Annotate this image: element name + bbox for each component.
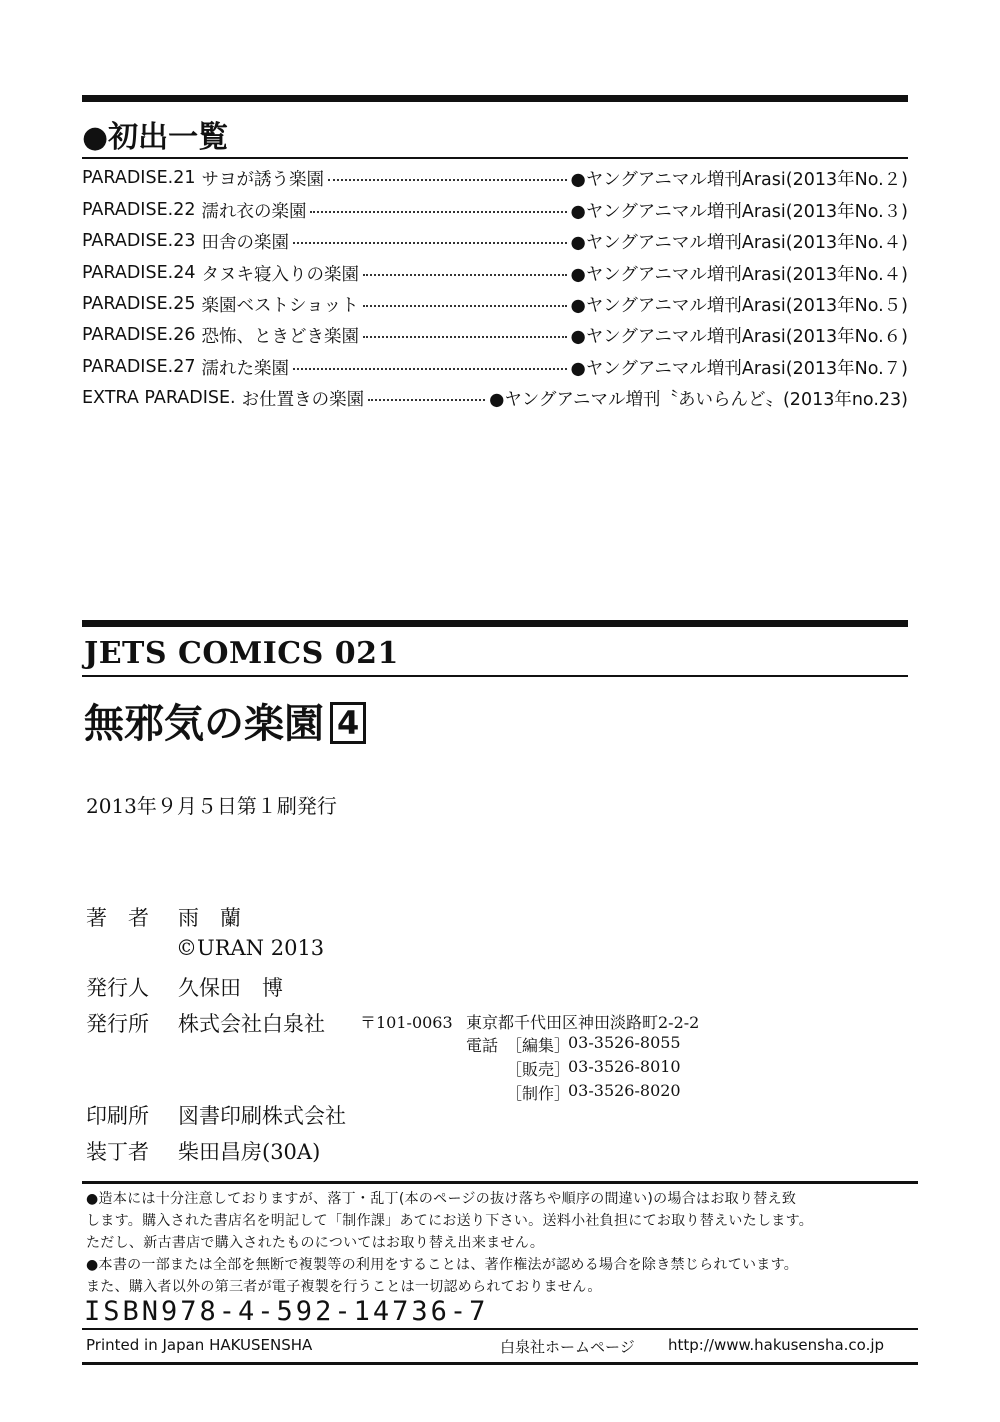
printed-in: Printed in Japan HAKUSENSHA <box>86 1336 313 1354</box>
chapter-number: PARADISE.24 <box>82 263 196 283</box>
chapter-number: PARADISE.27 <box>82 357 196 377</box>
phone-dept-production: ［制作］ <box>506 1084 571 1103</box>
publisher-person: 久保田 博 <box>178 976 283 1000</box>
publisher-person-label: 発行人 <box>86 976 149 1000</box>
chapter-title: 楽園ベストショット <box>201 295 359 316</box>
phone-dept-sales: ［販売］ <box>506 1060 571 1079</box>
isbn-rule <box>82 1328 918 1330</box>
chapter-title: サヨが誘う楽園 <box>201 169 324 190</box>
notice-line: ●本書の一部または全部を無断で複製等の利用をすることは、著作権法が認める場合を除き禁じられています。 <box>86 1257 799 1273</box>
leader-dots <box>293 368 567 370</box>
chapter-number: PARADISE.22 <box>82 200 196 220</box>
phone-number-editorial: 03-3526-8055 <box>568 1033 681 1052</box>
publisher-name: 株式会社白泉社 <box>178 1012 325 1036</box>
chapter-source: ●ヤングアニマル増刊Arasi(2013年No.２) <box>570 169 908 190</box>
leader-dots <box>363 274 567 276</box>
chapter-source: ●ヤングアニマル増刊Arasi(2013年No.４) <box>570 264 908 285</box>
chapter-source: ●ヤングアニマル増刊Arasi(2013年No.６) <box>570 326 908 347</box>
title-underline <box>82 157 908 159</box>
printer-name: 図書印刷株式会社 <box>178 1104 346 1128</box>
chapter-source: ●ヤングアニマル増刊Arasi(2013年No.５) <box>570 295 908 316</box>
book-title: 無邪気の楽園 <box>84 701 324 747</box>
chapter-title: タヌキ寝入りの楽園 <box>201 264 359 285</box>
author-name: 雨 蘭 <box>178 906 241 930</box>
list-item <box>82 226 908 256</box>
designer-name: 柴田昌房(30A) <box>178 1140 321 1164</box>
chapter-source: ●ヤングアニマル増刊Arasi(2013年No.７) <box>570 358 908 379</box>
leader-dots <box>293 242 567 244</box>
chapter-title: 恐怖、ときどき楽園 <box>201 326 359 347</box>
chapter-number: PARADISE.21 <box>82 168 196 188</box>
mid-rule <box>82 620 908 627</box>
printer-label: 印刷所 <box>86 1104 149 1128</box>
volume-number: 4 <box>330 702 366 744</box>
publisher-label: 発行所 <box>86 1012 149 1036</box>
publish-date: 2013年９月５日第１刷発行 <box>86 794 337 818</box>
chapter-title: お仕置きの楽園 <box>241 389 365 410</box>
series-name: JETS COMICS 021 <box>84 636 399 671</box>
leader-dots <box>310 211 566 213</box>
notice-line: します。購入された書店名を明記して「制作課」あてにお送り下さい。送料小社負担にてお取り替えいたします。 <box>86 1213 814 1229</box>
isbn: ISBN978-4-592-14736-7 <box>84 1296 489 1327</box>
homepage-url[interactable]: http://www.hakusensha.co.jp <box>668 1336 885 1354</box>
notice-line: また、購入者以外の第三者が電子複製を行うことは一切認められておりません。 <box>86 1279 602 1295</box>
list-item <box>82 383 908 413</box>
book-title-block <box>84 692 366 749</box>
chapter-title: 濡れた楽園 <box>201 358 289 379</box>
notice-line: ●造本には十分注意しておりますが、落丁・乱丁(本のページの抜け落ちや順序の間違い)の場合はお取り替え致 <box>86 1191 797 1207</box>
chapter-source: ●ヤングアニマル増刊Arasi(2013年No.３) <box>570 201 908 222</box>
first-appearance-title: ●初出一覧 <box>82 120 229 155</box>
chapter-title: 濡れ衣の楽園 <box>201 201 307 222</box>
phone-number-sales: 03-3526-8010 <box>568 1057 681 1076</box>
phone-label: 電話 <box>466 1036 499 1055</box>
chapter-source: ●ヤングアニマル増刊〝あいらんど〟(2013年no.23) <box>489 389 908 410</box>
list-item <box>82 352 908 382</box>
series-underline <box>82 675 908 677</box>
list-item <box>82 289 908 319</box>
leader-dots <box>368 399 485 401</box>
leader-dots <box>328 179 567 181</box>
chapter-number: PARADISE.26 <box>82 325 196 345</box>
leader-dots <box>363 336 567 338</box>
phone-dept-editorial: ［編集］ <box>506 1036 571 1055</box>
designer-label: 装丁者 <box>86 1140 149 1164</box>
chapter-number: PARADISE.23 <box>82 231 196 251</box>
homepage-label: 白泉社ホームページ <box>500 1338 635 1356</box>
notice-rule <box>82 1181 918 1184</box>
chapter-number: EXTRA PARADISE. <box>82 388 236 408</box>
list-item <box>82 258 908 288</box>
leader-dots <box>363 305 567 307</box>
author-label: 著 者 <box>86 906 149 930</box>
postal-code: 〒101-0063 <box>360 1013 453 1032</box>
chapter-number: PARADISE.25 <box>82 294 196 314</box>
chapter-title: 田舎の楽園 <box>201 232 289 253</box>
address: 東京都千代田区神田淡路町2-2-2 <box>466 1013 700 1032</box>
copyright: ©URAN 2013 <box>176 936 325 960</box>
notice-line: ただし、新古書店で購入されたものについてはお取り替え出来ません。 <box>86 1235 545 1251</box>
bottom-rule <box>82 1362 918 1365</box>
top-rule <box>82 95 908 102</box>
list-item <box>82 320 908 350</box>
chapter-source: ●ヤングアニマル増刊Arasi(2013年No.４) <box>570 232 908 253</box>
list-item <box>82 195 908 225</box>
phone-number-production: 03-3526-8020 <box>568 1081 681 1100</box>
list-item <box>82 163 908 193</box>
